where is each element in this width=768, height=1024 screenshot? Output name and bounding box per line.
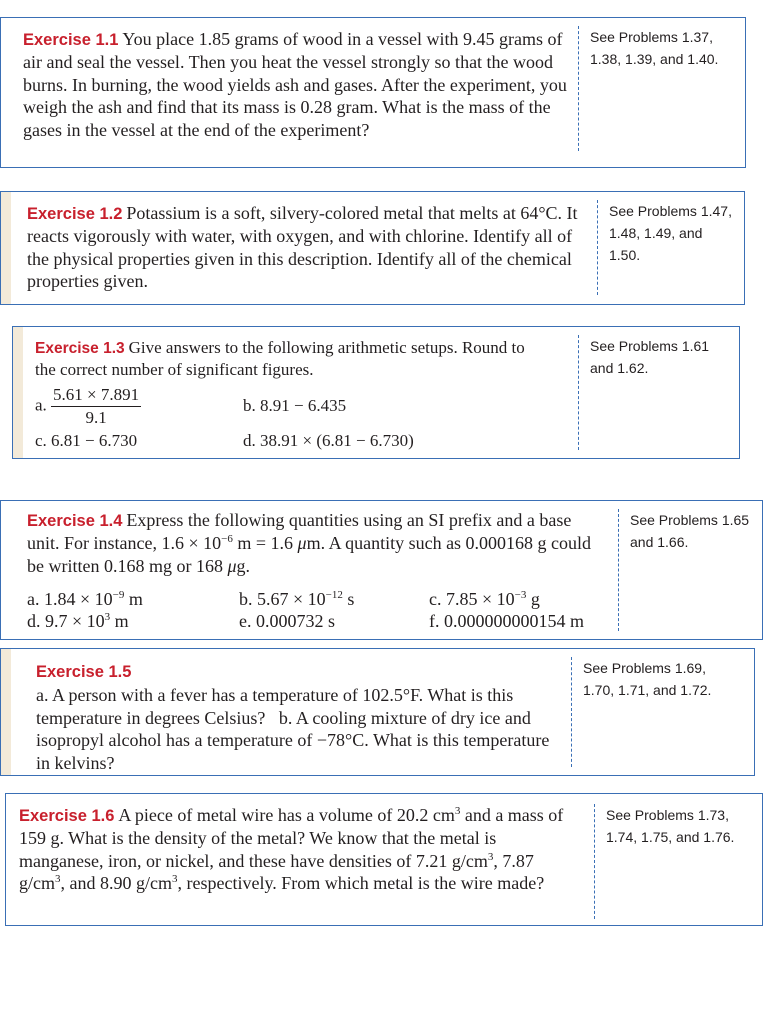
exercise-1-1-text: Exercise 1.1 You place 1.85 grams of wood in a vessel with 9.45 grams of air and seal the vessel. Then you heat the vessel strongly so that the wood burns. In burning, the wood yields ash and gases. After the experiment, you weigh the ash and find that its mass is 0.28 gram. What is the mass of the gases in the vessel at the end of the experiment?: [23, 29, 567, 140]
exercise-1-6-box: [5, 793, 763, 926]
fraction: $\frac{5.61 \times 7.891}{9.1}$: [53, 385, 140, 427]
exercise-1-2-text: Exercise 1.2 Potassium is a soft, silvery-colored metal that melts at 64°C. It reacts vigorously with water, with oxygen, and with chlorine. Identify all of the physical properties given in this description. Identify all of the chemical properties given.: [27, 203, 578, 292]
part-d: d. 38.91 × (6.81 − 6.730): [243, 431, 414, 450]
part-e: e. 0.000732 s: [239, 611, 335, 631]
exercise-title: Exercise 1.3: [35, 340, 125, 357]
see-problems-ref: See Problems 1.37, 1.38, 1.39, and 1.40.: [578, 26, 730, 151]
part-d: d. $9.7 \times 10^3$ m: [27, 611, 129, 631]
exercise-1-6-text: Exercise 1.6 A piece of metal wire has a volume of 20.2 $cm^3$ and a mass of 159 g. What is the density of the metal? We know that the metal is manganese, iron, or nickel, and these have densities of 7.21 $g/cm^3$, 7.87 $g/cm^3$, and 8.90 $g/cm^3$, respectively. From which metal is the wire made?: [19, 805, 564, 894]
part-a: a. $\frac{5.61 \times 7.891}{9.1}$: [35, 385, 140, 427]
part-c: c. $7.85 \times 10^{-3}$ g: [429, 589, 540, 609]
exercise-1-5-box: [0, 648, 755, 776]
exercise-title: Exercise 1.1: [23, 31, 119, 49]
exercise-1-3-box: [12, 326, 740, 459]
exercise-1-5-text: Exercise 1.5 a. A person with a fever has a temperature of 102.5°F. What is this temperature in degrees Celsius? b. A cooling mixture of dry ice and isopropyl alcohol has a temperature of −78°C. What is this temperature in kelvins?: [36, 661, 556, 774]
see-problems-ref: See Problems 1.61 and 1.62.: [578, 335, 720, 450]
see-problems-ref: See Problems 1.65 and 1.66.: [618, 509, 755, 631]
part-b: b. 8.91 − 6.435: [243, 396, 347, 415]
see-problems-ref: See Problems 1.47, 1.48, 1.49, and 1.50.: [597, 200, 734, 295]
exercise-1-2-box: [0, 191, 745, 305]
exercise-1-4-text: Exercise 1.4 Express the following quantities using an SI prefix and a base unit. For instance, $1.6 \times 10^{-6}$ m = 1.6 μm. A quantity such as 0.000168 g could be written 0.168 mg or 168 μg.: [27, 510, 592, 576]
part-c: c. 6.81 − 6.730: [35, 431, 138, 450]
exercise-1-4-box: [0, 500, 763, 640]
exercise-title: Exercise 1.6: [19, 807, 115, 825]
exercise-title: Exercise 1.2: [27, 205, 123, 223]
see-problems-ref: See Problems 1.73, 1.74, 1.75, and 1.76.: [594, 804, 746, 919]
part-f: f. 0.000000000154 m: [429, 611, 584, 631]
exercise-title: Exercise 1.5: [36, 663, 132, 681]
part-b: b. $5.67 \times 10^{-12}$ s: [239, 589, 355, 609]
see-problems-ref: See Problems 1.69, 1.70, 1.71, and 1.72.: [571, 657, 733, 767]
exercise-title: Exercise 1.4: [27, 512, 123, 530]
part-a: a. $1.84 \times 10^{-9}$ m: [27, 589, 143, 609]
exercise-1-1-box: [0, 17, 746, 168]
exercise-1-3-text: Exercise 1.3 Give answers to the following arithmetic setups. Round to the correct number of significant figures.: [35, 338, 525, 379]
